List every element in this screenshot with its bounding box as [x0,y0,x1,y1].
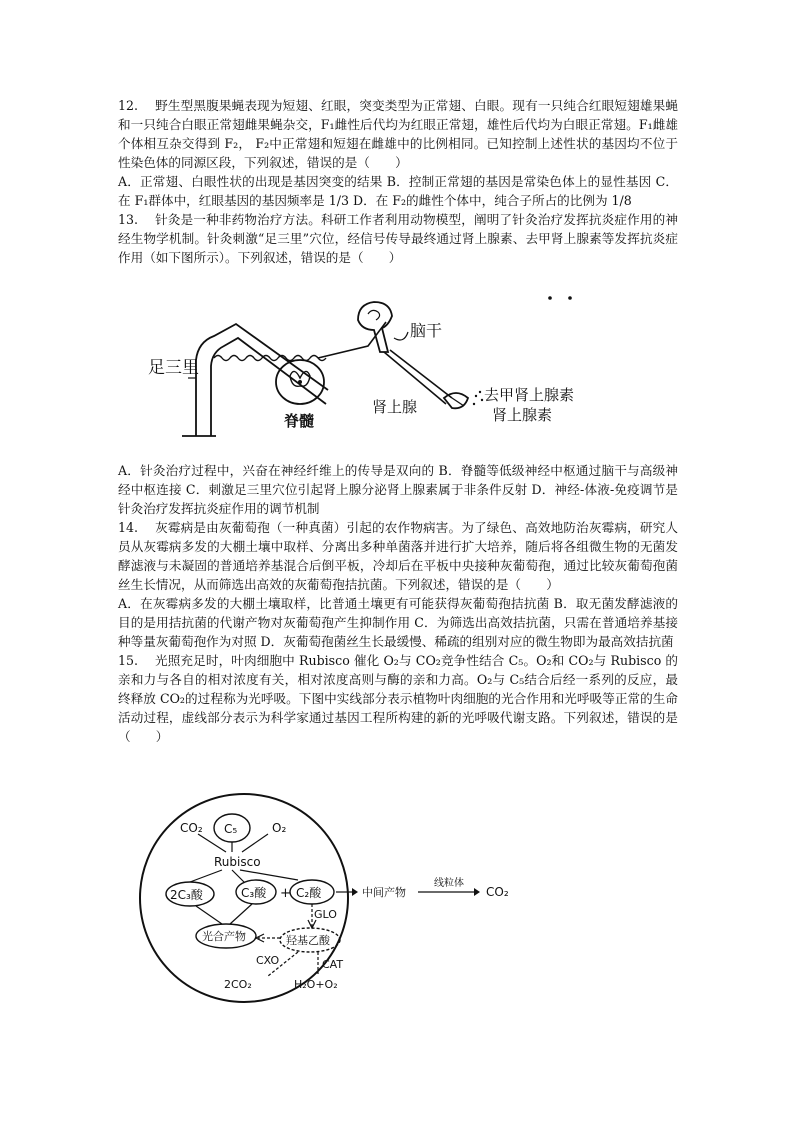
label-adrenal: 肾上腺 [372,398,418,416]
label-plus: + [280,886,291,901]
label-h2o-o2: H₂O+O₂ [294,978,338,991]
label-spinal-cord: 脊髓 [284,412,315,430]
label-products: 光合产物 [202,930,246,943]
photorespiration-diagram [118,792,538,1004]
q12-options: A．正常翅、白眼性状的出现是基因突变的结果 B．控制正常翅的基因是常染色体上的显性基因 C．在 F₁群体中，红眼基因的基因频率是 1/3 D．在 F₂的雌性个体中，纯合子所占的比例为 1/8 [118,174,678,208]
label-zusanli: 足三里 [148,358,199,378]
label-o2: O₂ [272,821,287,835]
label-adrenaline: 肾上腺素 [492,406,553,424]
label-brainstem: 脑干 [410,321,443,340]
label-intermediate: 中间产物 [362,886,406,899]
label-c2: C₂酸 [296,886,322,900]
label-rubisco: Rubisco [214,855,261,869]
q15-stem: 15. 光照充足时，叶肉细胞中 Rubisco 催化 O₂与 CO₂竞争性结合 C₅。O₂和 CO₂与 Rubisco 的亲和力与各自的相对浓度有关，相对浓度高则与酶的亲和力高。O₂与 C₅结合后经一系列的反应，最终释放 CO₂的过程称为光呼吸。下图中实线部分表示植物叶肉细胞的光合作用和光呼吸等正常的生命活动过程，虚线部分表示为科学家通过基因工程所构建的新的光呼吸代谢支路。下列叙述，错误的是（ ） [118,653,678,744]
label-glo: GLO [314,908,337,921]
label-2c3: 2C₃酸 [170,888,203,902]
label-cat: CAT [322,958,344,971]
q14-options: A．在灰霉病多发的大棚土壤取样，比普通土壤更有可能获得灰葡萄孢拮抗菌 B．取无菌发酵滤液的目的是用拮抗菌的代谢产物对灰葡萄孢产生抑制作用 C．为筛选出高效拮抗菌，只需在普通培养基接种等量灰葡萄孢作为对照 D．灰葡萄孢菌丝生长最缓慢、稀疏的组别对应的微生物即为最高效拮抗菌 [118,596,678,649]
question-block-upper [118,96,678,267]
acupuncture-pathway-figure [118,286,598,438]
label-glycolate: 羟基乙酸 [286,934,330,947]
q13-options: A．针灸治疗过程中，兴奋在神经纤维上的传导是双向的 B．脊髓等低级神经中枢通过脑干与高级神经中枢连接 C．刺激足三里穴位引起肾上腺分泌肾上腺素属于非条件反射 D．神经-体液-免疫调节是针灸治疗发挥抗炎症作用的调节机制 [118,463,678,516]
question-block-lower [118,461,678,746]
label-co2-in: CO₂ [180,821,203,835]
label-noradrenaline: 去甲肾上腺素 [484,386,575,404]
label-c3: C₃酸 [241,886,267,900]
label-cxo: CXO [256,954,280,967]
label-2co2: 2CO₂ [224,978,252,991]
label-c5: C₅ [224,822,238,836]
q14-stem: 14. 灰霉病是由灰葡萄孢（一种真菌）引起的农作物病害。为了绿色、高效地防治灰霉病，研究人员从灰霉病多发的大棚土壤中取样、分离出多种单菌落并进行扩大培养，随后将各组微生物的无菌发酵滤液与未凝固的普通培养基混合后倒平板，冷却后在平板中央接种灰葡萄孢，通过比较灰葡萄孢菌丝生长情况，从而筛选出高效的灰葡萄孢拮抗菌。下列叙述，错误的是（ ） [118,520,678,592]
q13-stem: 13. 针灸是一种非药物治疗方法。科研工作者利用动物模型，阐明了针灸治疗发挥抗炎症作用的神经生物学机制。针灸刺激“足三里”穴位，经信号传导最终通过肾上腺素、去甲肾上腺素等发挥抗炎症作用（如下图所示）。下列叙述，错误的是（ ） [118,212,678,265]
label-mitochondria: 线粒体 [434,878,464,889]
label-co2-out: CO₂ [486,885,509,899]
q12-stem: 12. 野生型黑腹果蝇表现为短翅、红眼，突变类型为正常翅、白眼。现有一只纯合红眼短翅雄果蝇和一只纯合白眼正常翅雌果蝇杂交，F₁雌性后代均为红眼正常翅，雄性后代均为白眼正常翅。F₁雌雄个体相互杂交得到 F₂， F₂中正常翅和短翅在雌雄中的比例相同。已知控制上述性状的基因均不位于性染色体的同源区段，下列叙述，错误的是（ ） [118,98,678,170]
